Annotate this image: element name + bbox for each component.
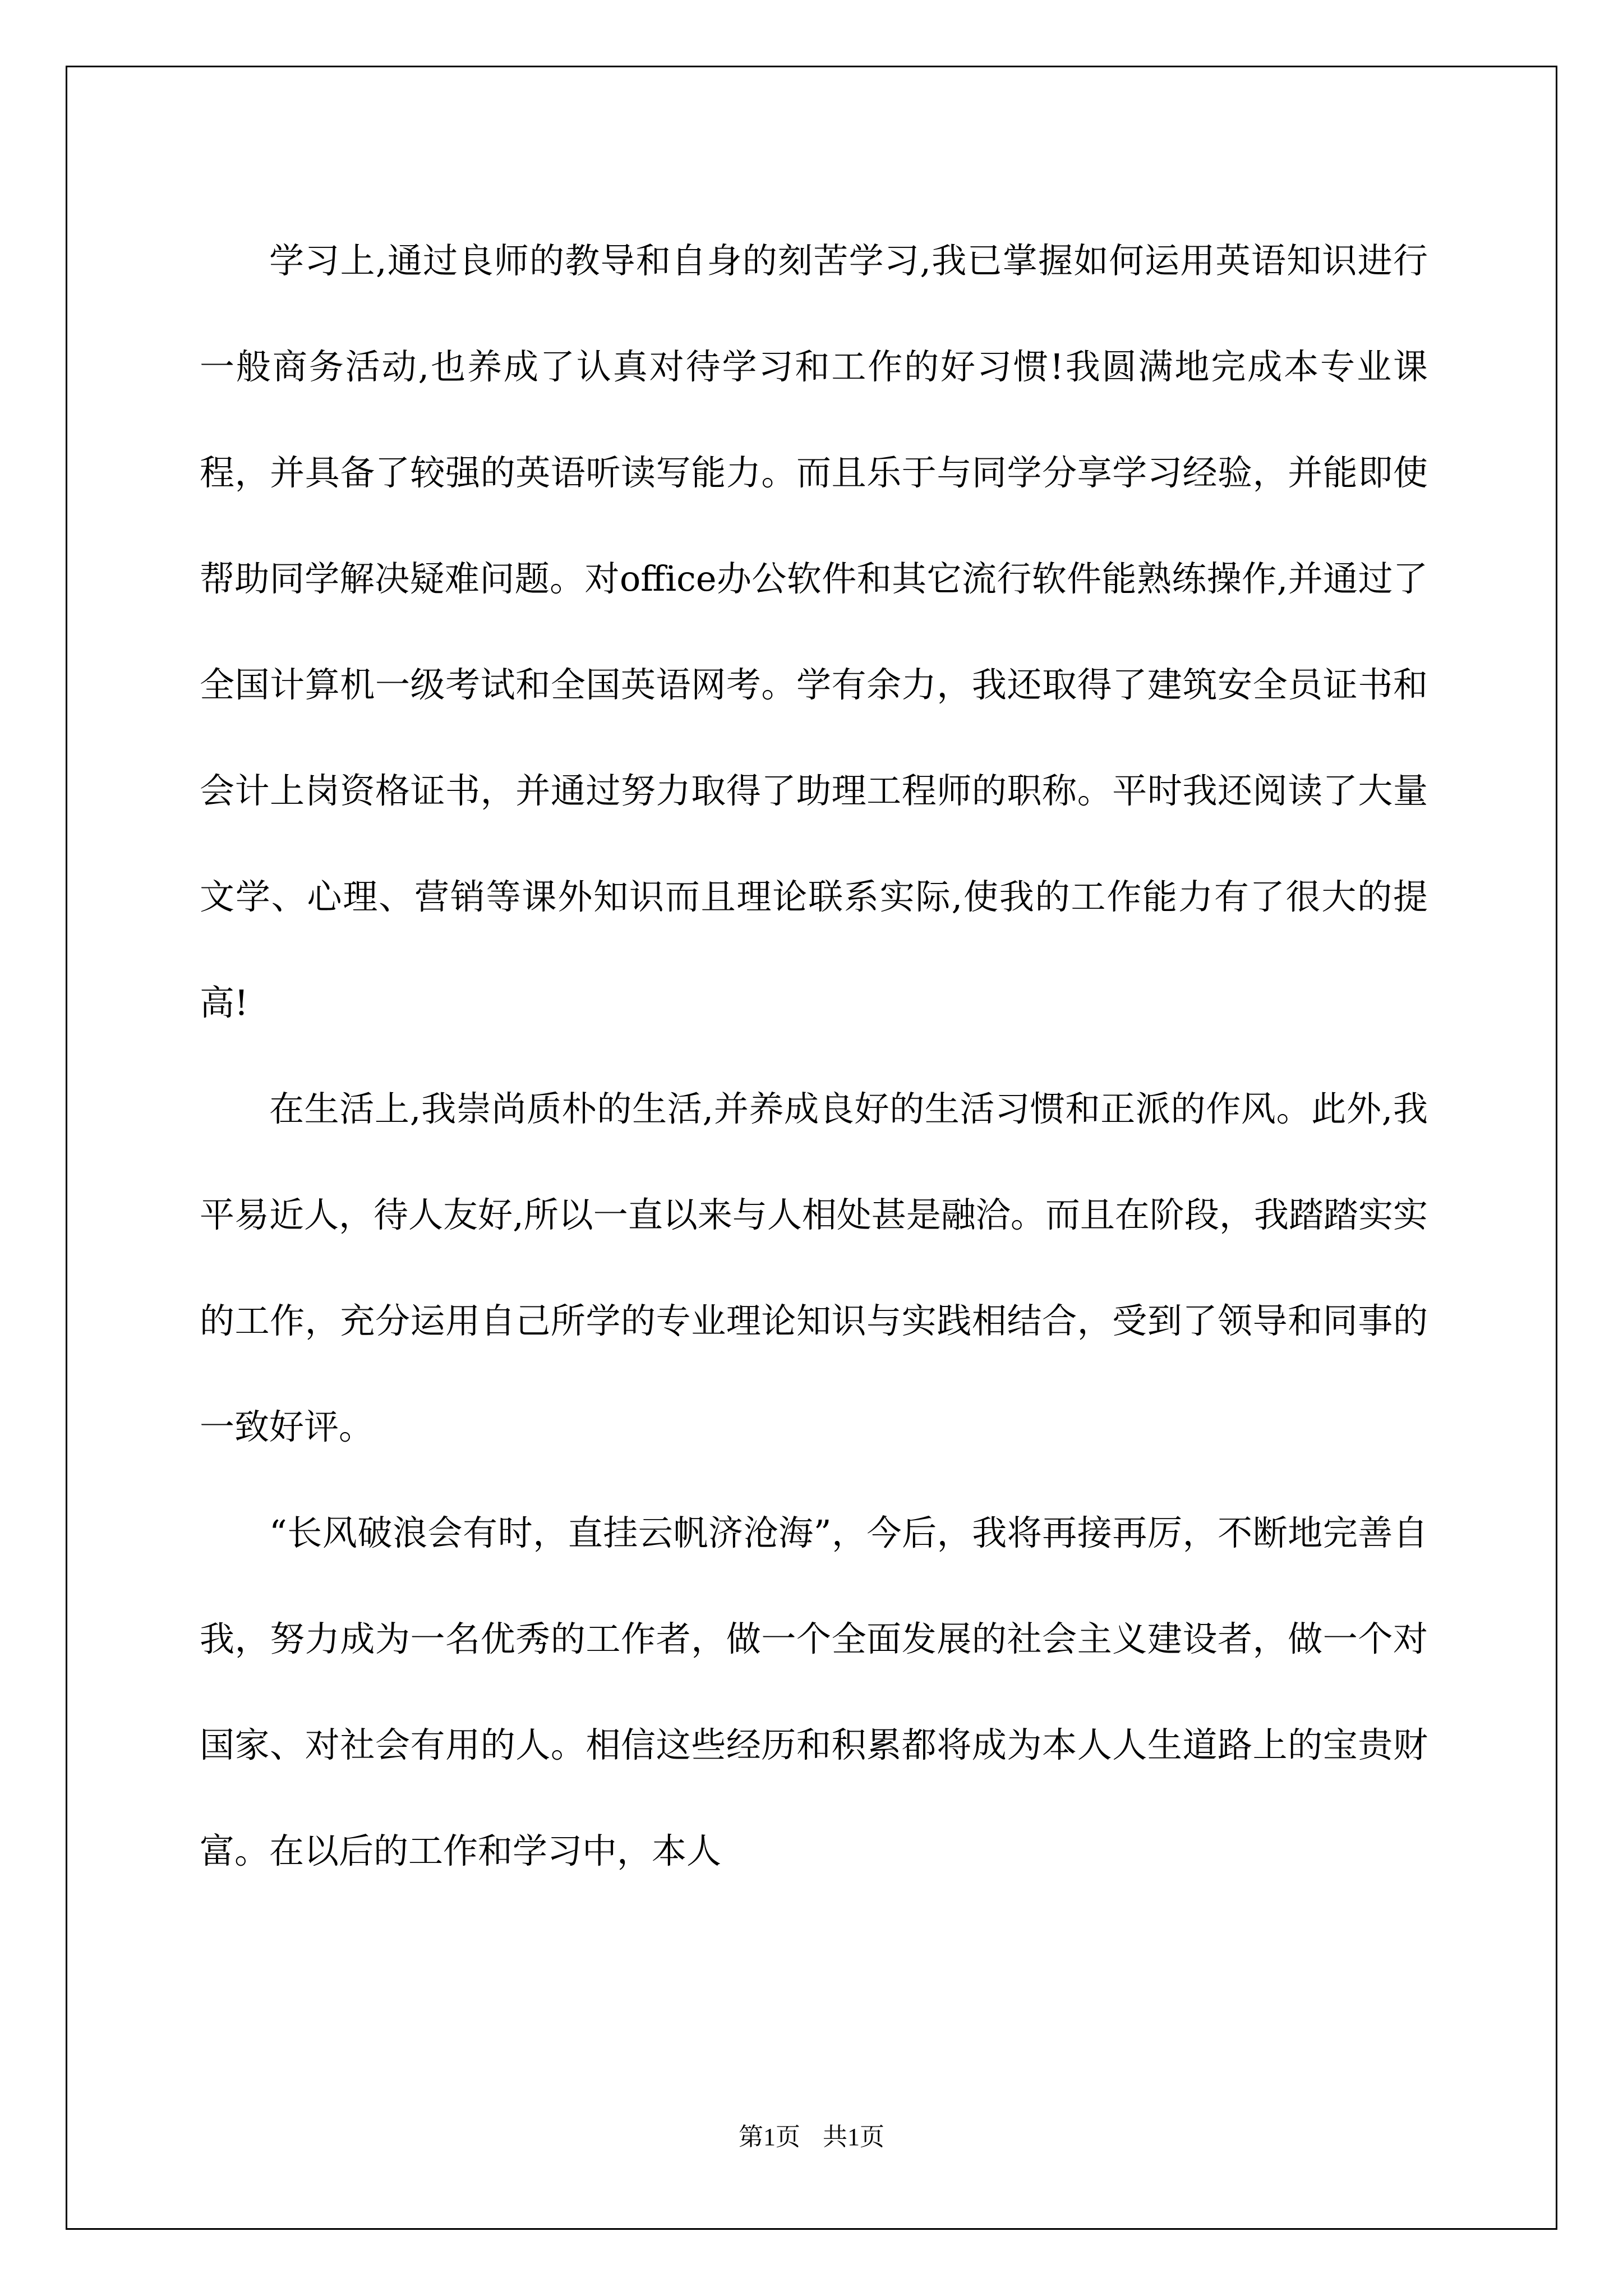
page-footer xyxy=(0,2120,1623,2154)
document-body xyxy=(200,208,1428,1904)
paragraph-future: “长风破浪会有时，直挂云帆济沧海”，今后，我将再接再厉，不断地完善自我，努力成为一名优秀的工作者，做一个全面发展的社会主义建设者，做一个对国家、对社会有用的人。相信这些经历和积累都将成为本人人生道路上的宝贵财富。在以后的工作和学习中，本人 xyxy=(200,1512,1428,1871)
page-number-current: 第1页 xyxy=(739,2123,800,2151)
paragraph-life: 在生活上,我崇尚质朴的生活,并养成良好的生活习惯和正派的作风。此外,我平易近人，待人友好,所以一直以来与人相处甚是融洽。而且在阶段，我踏踏实实的工作，充分运用自己所学的专业理论知识与实践相结合，受到了领导和同事的一致好评。 xyxy=(200,1088,1428,1447)
page-number-total: 共1页 xyxy=(823,2123,884,2151)
paragraph-study: 学习上,通过良师的教导和自身的刻苦学习,我已掌握如何运用英语知识进行一般商务活动,也养成了认真对待学习和工作的好习惯!我圆满地完成本专业课程，并具备了较强的英语听读写能力。而且乐于与同学分享学习经验，并能即使帮助同学解决疑难问题。对office办公软件和其它流行软件能熟练操作,并通过了全国计算机一级考试和全国英语网考。学有余力，我还取得了建筑安全员证书和会计上岗资格证书，并通过努力取得了助理工程师的职称。平时我还阅读了大量文学、心理、营销等课外知识而且理论联系实际,使我的工作能力有了很大的提高! xyxy=(200,240,1428,1023)
